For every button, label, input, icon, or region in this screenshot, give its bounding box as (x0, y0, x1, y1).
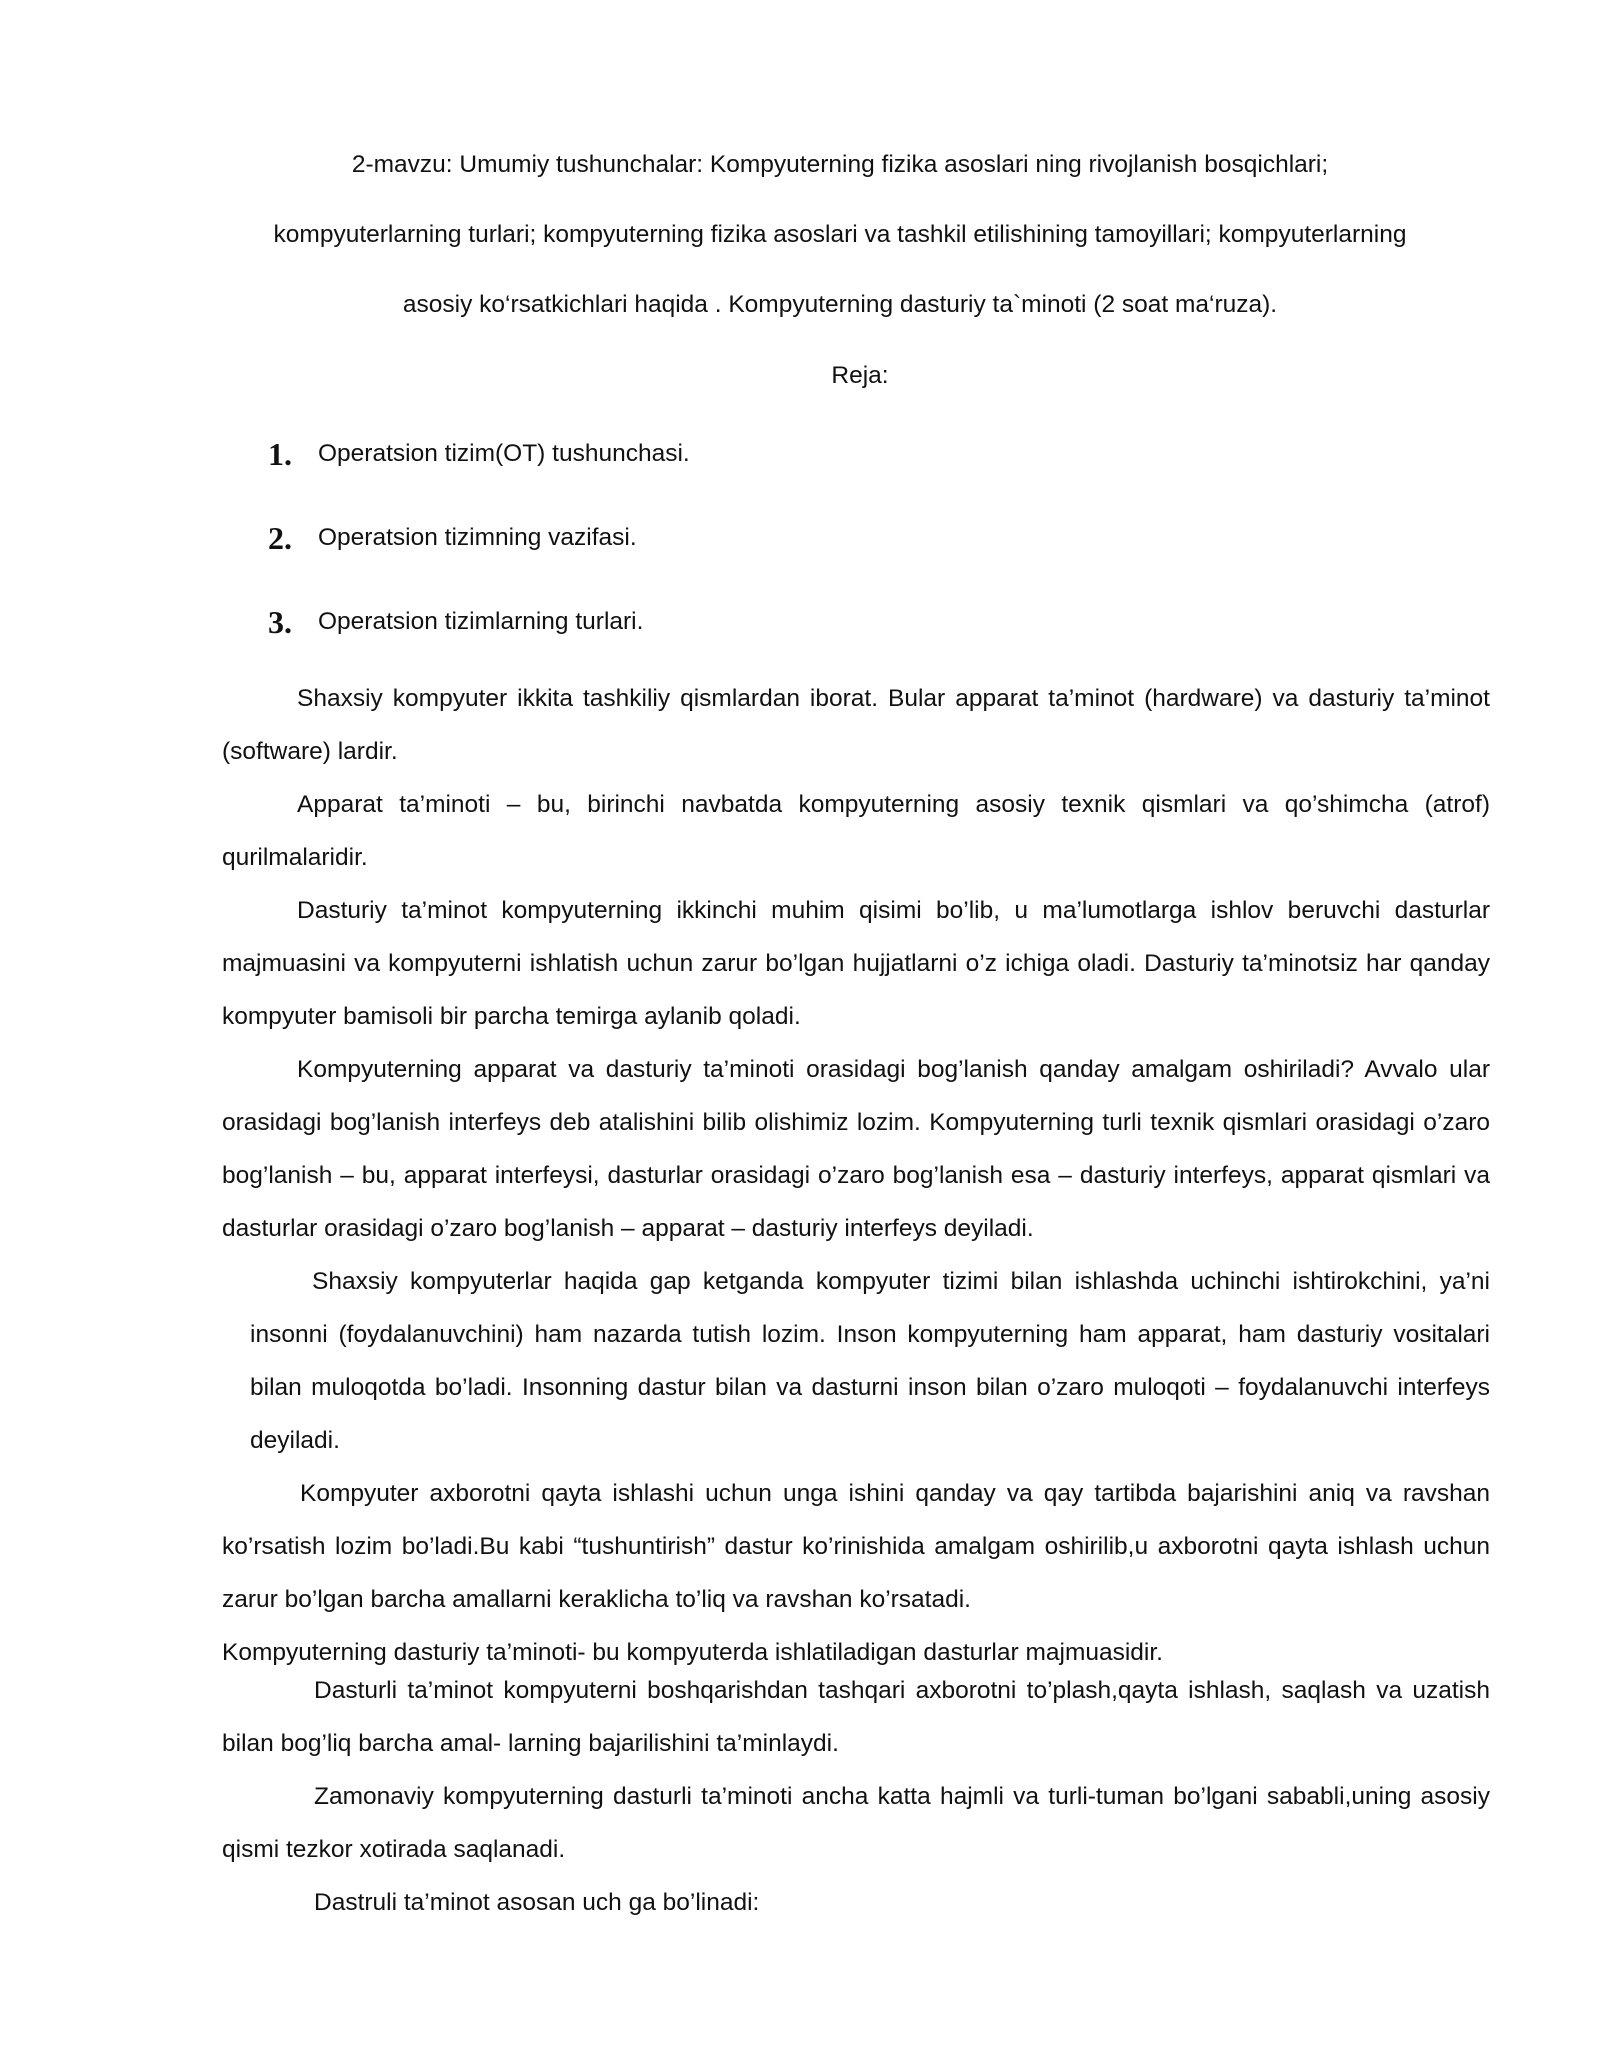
plan-heading: Reja: (831, 362, 889, 389)
plan-item (268, 412, 690, 496)
paragraph: Shaxsiy kompyuterlar haqida gap ketganda kompyuter tizimi bilan ishlashda uchinchi ishtirokchini, ya’ni insonni (foydalanuvchini) ham nazarda tutish lozim. Inson kompyuterning ham apparat, ham dasturiy vositalari bilan muloqotda bo’ladi. Insonning dastur bilan va dasturni inson bilan o’zaro muloqoti – foydalanuvchi interfeys deyiladi. (250, 1268, 1490, 1454)
plan-item-number: 1. (268, 435, 292, 472)
plan-item (268, 580, 690, 664)
topic-heading-line-2: kompyuterlarning turlari; kompyuterning fizika asoslari va tashkil etilishining tamoyillari; kompyuterlarning (273, 221, 1407, 248)
paragraph: Kompyuter axborotni qayta ishlashi uchun unga ishini qanday va qay tartibda bajarishini aniq va ravshan ko’rsatish lozim bo’ladi.Bu kabi “tushuntirish” dastur ko’rinishida amalgam oshirilib,u axborotni qayta ishlash uchun zarur bo’lgan barcha amallarni keraklicha to’liq va ravshan ko’rsatadi. (222, 1480, 1490, 1613)
paragraph: Shaxsiy kompyuter ikkita tashkiliy qismlardan iborat. Bular apparat ta’minot (hardware) va dasturiy ta’minot (software) lardir. (222, 685, 1490, 765)
plan-list (268, 412, 690, 664)
paragraph: Dastruli ta’minot asosan uch ga bo’linadi: (314, 1889, 760, 1916)
paragraph: Dasturiy ta’minot kompyuterning ikkinchi muhim qisimi bo’lib, u ma’lumotlarga ishlov beruvchi dasturlar majmuasini va kompyuterni ishlatish uchun zarur bo’lgan hujjatlarni o’z ichiga oladi. Dasturiy ta’minotsiz har qanday kompyuter bamisoli bir parcha temirga aylanib qoladi. (222, 897, 1490, 1030)
plan-item-text: Operatsion tizimning vazifasi. (318, 524, 637, 551)
topic-heading-line-3: asosiy ko‘rsatkichlari haqida . Kompyuterning dasturiy ta`minoti (2 soat ma‘ruza). (402, 291, 1278, 318)
body-text (222, 672, 1490, 1929)
plan-item-text: Operatsion tizim(OT) tushunchasi. (318, 440, 690, 467)
paragraph: Zamonaviy kompyuterning dasturli ta’minoti ancha katta hajmli va turli-tuman bo’lgani sababli,uning asosiy qismi tezkor xotirada saqlanadi. (222, 1783, 1490, 1863)
paragraph: Kompyuterning dasturiy ta’minoti- bu kompyuterda ishlatiladigan dasturlar majmuasidir. (222, 1639, 1163, 1666)
plan-item (268, 496, 690, 580)
plan-item-number: 3. (268, 603, 292, 640)
paragraph: Kompyuterning apparat va dasturiy ta’minoti orasidagi bog’lanish qanday amalgam oshiriladi? Avvalo ular orasidagi bog’lanish interfeys deb atalishini bilib olishimiz lozim. Kompyuterning turli texnik qismlari orasidagi o’zaro bog’lanish – bu, apparat interfeysi, dasturlar orasidagi o’zaro bog’lanish esa – dasturiy interfeys, apparat qismlari va dasturlar orasidagi o’zaro bog’lanish – apparat – dasturiy interfeys deyiladi. (222, 1056, 1490, 1242)
topic-heading-line-1: 2-mavzu: Umumiy tushunchalar: Kompyuterning fizika asoslari ning rivojlanish bosqichlari; (351, 151, 1329, 178)
plan-item-text: Operatsion tizimlarning turlari. (318, 608, 644, 635)
paragraph: Dasturli ta’minot kompyuterni boshqarishdan tashqari axborotni to’plash,qayta ishlash, saqlash va uzatish bilan bog’liq barcha amal- larning bajarilishini ta’minlaydi. (222, 1677, 1490, 1757)
plan-item-number: 2. (268, 519, 292, 556)
paragraph: Apparat ta’minoti – bu, birinchi navbatda kompyuterning asosiy texnik qismlari va qo’shimcha (atrof) qurilmalaridir. (222, 791, 1490, 871)
